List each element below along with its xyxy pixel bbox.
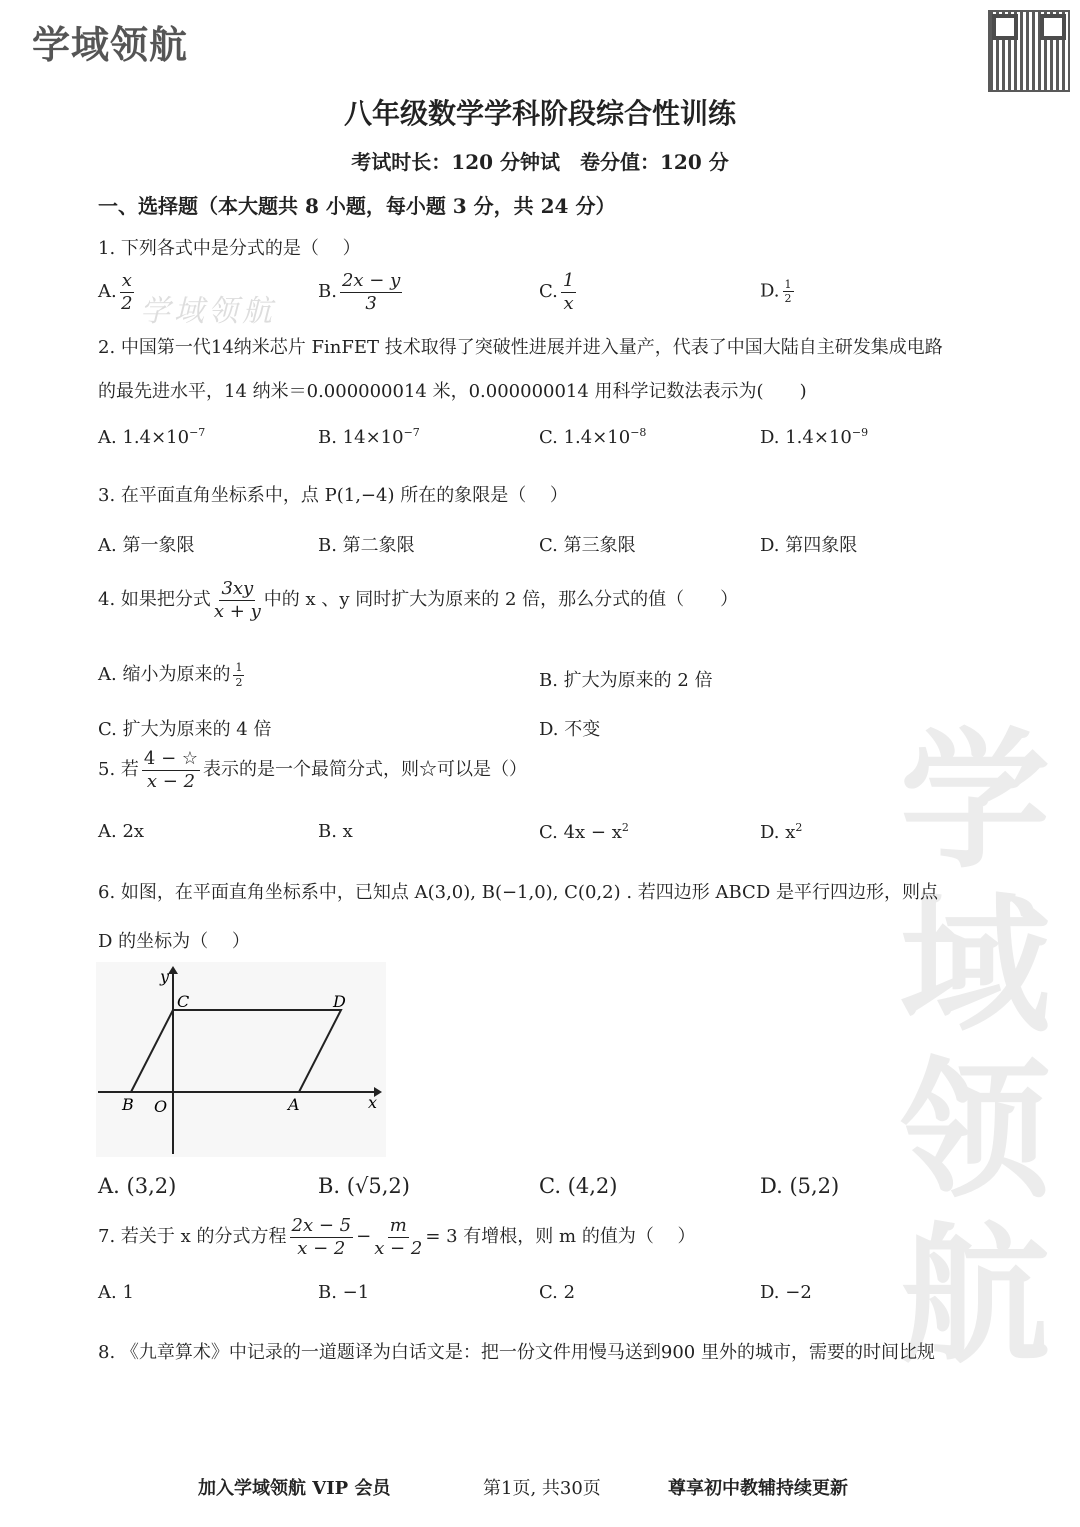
exam-info: 考试时长：120 分钟试 卷分值：120 分 — [351, 150, 729, 174]
q4-option-a: A. 缩小为原来的 $\frac{1}{2}$ — [98, 661, 243, 689]
label-b: B — [122, 1095, 134, 1114]
q5-option-d: D. $x^2$ — [760, 821, 803, 843]
q7-stem: 7. 若关于 x 的分式方程 $\frac{2x - 5}{x - 2}$ − $\frac{m}{x - 2}$ = 3 有增根，则 m 的值为（ ） — [98, 1215, 696, 1259]
q1-stem: 1. 下列各式中是分式的是（ ） — [98, 238, 361, 259]
label-d: D — [333, 992, 346, 1011]
q5-option-b: B. x — [318, 821, 353, 842]
label-y: y — [160, 967, 170, 986]
q3-option-a: A. 第一象限 — [98, 535, 195, 556]
q4-option-b: B. 扩大为原来的 2 倍 — [539, 670, 713, 691]
q6-parallelogram-figure — [96, 962, 386, 1157]
q3-option-b: B. 第二象限 — [318, 535, 415, 556]
q4-stem: 4. 如果把分式 $\frac{3xy}{x + y}$ 中的 x 、y 同时扩大为原来的 2 倍，那么分式的值（ ） — [98, 578, 739, 622]
q6-line2: D 的坐标为（ ） — [98, 931, 250, 952]
q1-option-a: A. $\frac{x}{2}$ — [98, 270, 133, 314]
q7-option-c: C. 2 — [539, 1282, 576, 1303]
q2-option-b: B. $14\times 10^{-7}$ — [318, 426, 420, 448]
q3-option-c: C. 第三象限 — [539, 535, 636, 556]
q3-option-d: D. 第四象限 — [760, 535, 858, 556]
q4-option-d: D. 不变 — [539, 719, 601, 740]
q5-option-c: C. $4x - x^2$ — [539, 821, 629, 843]
label-a: A — [288, 1095, 300, 1114]
footer-promo-left: 加入学域领航 VIP 会员 — [198, 1478, 391, 1499]
q5-option-a: A. 2x — [98, 821, 145, 842]
q3-stem: 3. 在平面直角坐标系中，点 P(1,−4) 所在的象限是（ ） — [98, 485, 568, 506]
label-c: C — [177, 992, 190, 1011]
footer-promo-right: 尊享初中教辅持续更新 — [668, 1478, 848, 1499]
q6-option-b: B. (√5,2) — [318, 1174, 410, 1198]
q6-option-d: D. (5,2) — [760, 1174, 840, 1198]
q8-stem: 8. 《九章算术》中记录的一道题译为白话文是：把一份文件用慢马送到900 里外的城市，需要的时间比规 — [98, 1342, 935, 1363]
q4-option-c: C. 扩大为原来的 4 倍 — [98, 719, 272, 740]
q7-option-d: D. −2 — [760, 1282, 812, 1303]
q2-line1: 2. 中国第一代14纳米芯片 FinFET 技术取得了突破性进展并进入量产，代表了中国大陆自主研发集成电路 — [98, 337, 943, 358]
q2-option-d: D. $1.4\times 10^{-9}$ — [760, 426, 869, 448]
q1-option-b: B. $\frac{2x - y}{3}$ — [318, 270, 401, 314]
q1-option-c: C. $\frac{1}{x}$ — [539, 270, 575, 314]
watermark-inline: 学域领航 — [140, 294, 276, 329]
label-x: x — [368, 1093, 378, 1112]
page-title: 八年级数学学科阶段综合性训练 — [343, 97, 736, 130]
q2-line2: 的最先进水平，14 纳米＝0.000000014 米，0.000000014 用科学记数法表示为( ) — [98, 381, 807, 402]
page-number: 第1页, 共30页 — [483, 1478, 601, 1499]
q6-option-a: A. (3,2) — [98, 1174, 177, 1198]
q1-option-d: D. $\frac{1}{2}$ — [760, 278, 792, 306]
q2-option-c: C. $1.4\times 10^{-8}$ — [539, 426, 647, 448]
q6-line1: 6. 如图，在平面直角坐标系中，已知点 A(3,0), B(−1,0), C(0,2) . 若四边形 ABCD 是平行四边形，则点 — [98, 882, 938, 903]
q7-option-b: B. −1 — [318, 1282, 370, 1303]
label-o: O — [154, 1097, 168, 1116]
qr-code — [988, 10, 1070, 92]
brand-logo: 学域领航 — [32, 23, 189, 67]
q6-option-c: C. (4,2) — [539, 1174, 618, 1198]
q2-option-a: A. $1.4\times 10^{-7}$ — [98, 426, 206, 448]
section-heading: 一、选择题（本大题共 8 小题，每小题 3 分，共 24 分） — [98, 194, 616, 218]
q7-option-a: A. 1 — [98, 1282, 134, 1303]
watermark: 学域领航 — [899, 715, 1050, 1384]
q5-stem: 5. 若 $\frac{4 - ☆}{x - 2}$ 表示的是一个最简分式，则☆可以是（） — [98, 748, 528, 792]
